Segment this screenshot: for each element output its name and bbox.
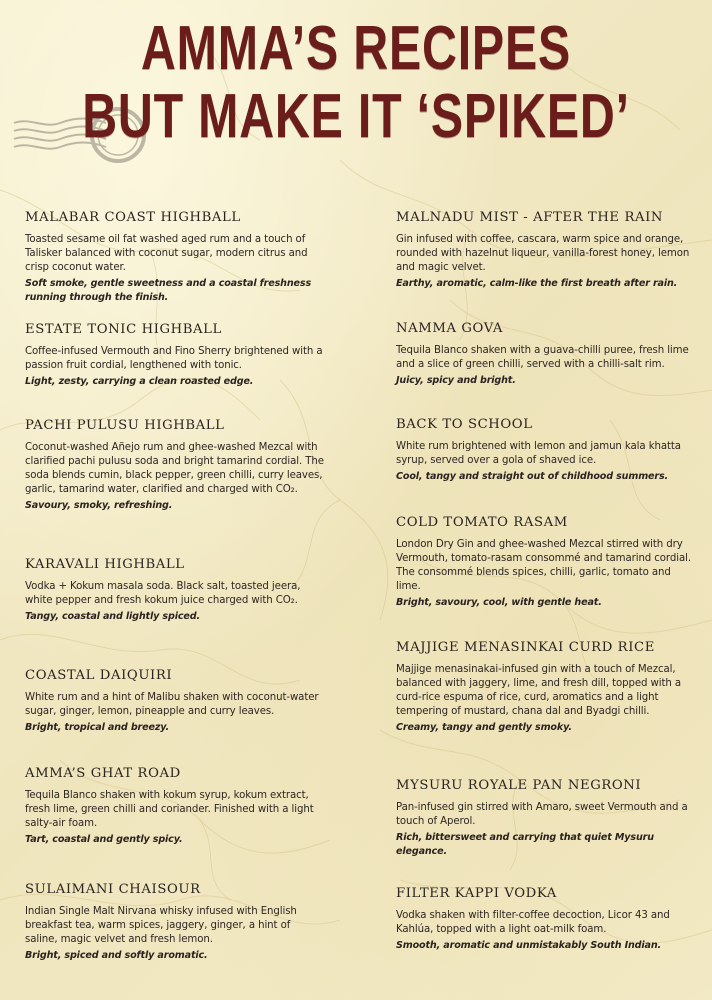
menu-item — [25, 210, 325, 305]
cocktail-description: Pan-infused gin stirred with Amaro, sweet Vermouth and a touch of Aperol. — [396, 802, 688, 827]
cocktail-tasting-note: Juicy, spicy and bright. — [396, 375, 516, 386]
cocktail-description: Indian Single Malt Nirvana whisky infused with English breakfast tea, warm spices, jaggery, ginger, a hint of saline, magic velvet and fresh lemon. — [25, 906, 297, 945]
menu-item — [396, 886, 696, 953]
cocktail-name: ESTATE TONIC HIGHBALL — [25, 322, 222, 337]
cocktail-tasting-note: Earthy, aromatic, calm-like the first breath after rain. — [396, 278, 678, 289]
cocktail-name: COLD TOMATO RASAM — [396, 515, 568, 530]
cocktail-description: Gin infused with coffee, cascara, warm spice and orange, rounded with hazelnut liqueur, vanilla-forest honey, lemon and magic velvet. — [396, 234, 690, 273]
cocktail-name: NAMMA GOVA — [396, 321, 504, 336]
cocktail-name: BACK TO SCHOOL — [396, 417, 533, 432]
cocktail-description: Majjige menasinakai-infused gin with a touch of Mezcal, balanced with jaggery, lime, and fresh dill, topped with a curd-rice espuma of rice, curd, aromatics and a light tempering of mustard, chana dal and Byadgi chilli. — [396, 664, 682, 717]
cocktail-description: London Dry Gin and ghee-washed Mezcal stirred with dry Vermouth, tomato-rasam consommé and tamarind cordial. The consommé blends spices, chilli, garlic, tomato and lime. — [396, 539, 691, 592]
menu-item — [396, 778, 696, 859]
cocktail-tasting-note: Savoury, smoky, refreshing. — [25, 500, 173, 511]
cocktail-name: SULAIMANI CHAISOUR — [25, 882, 201, 897]
cocktail-name: PACHI PULUSU HIGHBALL — [25, 418, 225, 433]
menu-item — [396, 640, 696, 735]
cocktail-name: AMMA’S GHAT ROAD — [25, 766, 181, 781]
cocktail-tasting-note: Rich, bittersweet and carrying that quiet Mysuru elegance. — [396, 832, 654, 857]
cocktail-name: MAJJIGE MENASINKAI CURD RICE — [396, 640, 655, 655]
cocktail-tasting-note: Tart, coastal and gently spicy. — [25, 834, 183, 845]
cocktail-tasting-note: Tangy, coastal and lightly spiced. — [25, 611, 200, 622]
cocktail-tasting-note: Smooth, aromatic and unmistakably South Indian. — [396, 940, 662, 951]
menu-item — [396, 321, 696, 388]
cocktail-tasting-note: Soft smoke, gentle sweetness and a coastal freshness running through the finish. — [25, 278, 312, 303]
menu-item — [25, 882, 325, 963]
cocktail-tasting-note: Bright, savoury, cool, with gentle heat. — [396, 597, 602, 608]
cocktail-name: MYSURU ROYALE PAN NEGRONI — [396, 778, 642, 793]
cocktail-name: KARAVALI HIGHBALL — [25, 557, 185, 572]
cocktail-tasting-note: Light, zesty, carrying a clean roasted edge. — [25, 376, 254, 387]
menu-item — [25, 557, 325, 624]
menu-item — [25, 418, 325, 513]
cocktail-description: White rum brightened with lemon and jamun kala khatta syrup, served over a gola of shaved ice. — [396, 441, 681, 466]
menu-item — [396, 210, 696, 291]
menu-item — [396, 417, 696, 484]
cocktail-name: MALABAR COAST HIGHBALL — [25, 210, 241, 225]
cocktail-description: Toasted sesame oil fat washed aged rum and a touch of Talisker balanced with coconut sugar, modern citrus and crisp coconut water. — [25, 234, 308, 273]
cocktail-name: COASTAL DAIQUIRI — [25, 668, 173, 683]
menu-item — [25, 766, 325, 847]
menu-item — [25, 668, 325, 735]
cocktail-description: Coconut-washed Añejo rum and ghee-washed Mezcal with clarified pachi pulusu soda and bright tamarind cordial. The soda blends cumin, black pepper, green chilli, curry leaves, garlic, tamarind water, clarified and charged with CO₂. — [25, 442, 324, 495]
menu-item — [396, 515, 696, 610]
cocktail-description: Tequila Blanco shaken with a guava-chilli puree, fresh lime and a slice of green chilli, served with a chilli-salt rim. — [396, 345, 689, 370]
cocktail-tasting-note: Cool, tangy and straight out of childhood summers. — [396, 471, 669, 482]
cocktail-name: FILTER KAPPI VODKA — [396, 886, 557, 901]
cocktail-description: Vodka shaken with filter-coffee decoction, Licor 43 and Kahlúa, topped with a light oat-milk foam. — [396, 910, 670, 935]
cocktail-name: MALNADU MIST - AFTER THE RAIN — [396, 210, 664, 225]
cocktail-description: Tequila Blanco shaken with kokum syrup, kokum extract, fresh lime, green chilli and coriander. Finished with a light salty-air foam. — [25, 790, 314, 829]
cocktail-description: Vodka + Kokum masala soda. Black salt, toasted jeera, white pepper and fresh kokum juice charged with CO₂. — [25, 581, 301, 606]
menu-title-line-2: BUT MAKE IT ‘SPIKED’ — [82, 82, 630, 151]
menu-title-line-1: AMMA’S RECIPES — [140, 14, 572, 83]
menu-item — [25, 322, 325, 389]
cocktail-tasting-note: Bright, spiced and softly aromatic. — [25, 950, 208, 961]
cocktail-tasting-note: Creamy, tangy and gently smoky. — [396, 722, 572, 733]
cocktail-description: White rum and a hint of Malibu shaken with coconut-water sugar, ginger, lemon, pineapple and curry leaves. — [25, 692, 319, 717]
cocktail-description: Coffee-infused Vermouth and Fino Sherry brightened with a passion fruit cordial, lengthened with tonic. — [25, 346, 323, 371]
cocktail-tasting-note: Bright, tropical and breezy. — [25, 722, 169, 733]
